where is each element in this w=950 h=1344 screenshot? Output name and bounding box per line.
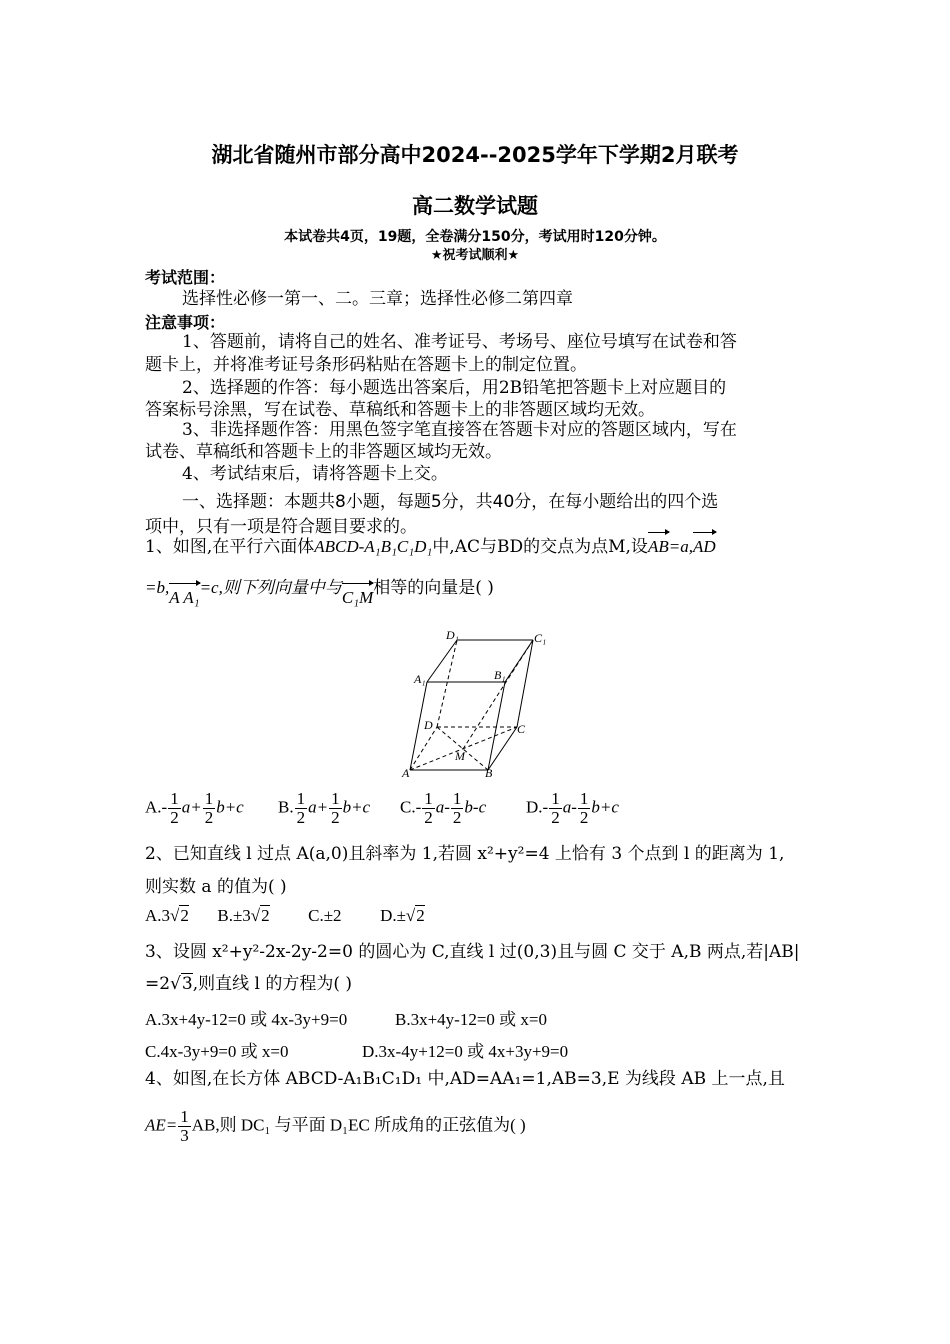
note-3-line-2: 试卷、草稿纸和答题卡上的非答题区域均无效。 <box>145 442 502 462</box>
note-1-line-1: 1、答题前，请将自己的姓名、准考证号、考场号、座位号填写在试卷和答 <box>182 332 737 352</box>
label-d: D <box>424 718 433 732</box>
frac-den: 2 <box>424 808 433 827</box>
question-4-line-1: 4、如图,在长方体 ABCD-A₁B₁C₁D₁ 中,AD=AA₁=1,AB=3,E 为线段 AB 上一点,且 <box>145 1069 785 1089</box>
q1-a-end: b+c <box>216 797 244 817</box>
q1-option-d <box>526 790 619 827</box>
note-2-line-2: 答案标号涂黑，写在试卷、草稿纸和答题卡上的非答题区域均无效。 <box>145 400 655 420</box>
note-2-line-1: 2、选择题的作答：每小题选出答案后，用2B铅笔把答题卡上对应题目的 <box>182 378 727 398</box>
q4-frac <box>178 1108 191 1145</box>
note-3-line-1: 3、非选择题作答：用黑色签字笔直接答在答题卡对应的答题区域内，写在 <box>182 420 737 440</box>
label-b1: B₁ <box>494 668 506 682</box>
q4-l2-post: AB,则 DC₁ 与平面 D₁EC 所成角的正弦值为( ) <box>191 1115 526 1135</box>
q1-a-pre: A.- <box>145 797 168 817</box>
q3-option-d: D.3x-4y+12=0 或 4x+3y+9=0 <box>362 1042 569 1061</box>
label-c: C <box>517 722 526 736</box>
q2-d-root: 2 <box>416 906 425 925</box>
q1-b-frac2 <box>329 790 342 827</box>
q3-option-a: A.3x+4y-12=0 或 4x-3y+9=0 <box>145 1010 348 1029</box>
q1-b-mid: a+ <box>308 797 329 817</box>
question-3-line-1: 3、设圆 x²+y²-2x-2y-2=0 的圆心为 C,直线 l 过(0,3)且与圆 C 交于 A,B 两点,若|AB| <box>145 942 800 962</box>
frac-den: 2 <box>331 808 340 827</box>
label-c1: C₁ <box>534 631 547 645</box>
q1-num: 1、如图,在平行六面体 <box>145 537 315 557</box>
q1-a-mid: a+ <box>181 797 202 817</box>
frac-den: 2 <box>170 808 179 827</box>
q3-option-c: C.4x-3y+9=0 或 x=0 <box>145 1042 289 1061</box>
frac-den: 2 <box>204 808 214 827</box>
q1-d-end: b+c <box>591 797 619 817</box>
q3-l2-post: ,则直线 l 的方程为( ) <box>192 974 353 994</box>
label-b: B <box>485 766 493 780</box>
q2-b-text: B.±3 <box>217 906 251 925</box>
q2-option-a: A.3√2 <box>145 906 189 925</box>
q1-eq-a: =a, <box>668 537 693 556</box>
q2-option-d: D.±√2 <box>380 906 425 925</box>
q2-option-c: C.±2 <box>308 906 342 925</box>
question-1-line-1 <box>145 535 716 559</box>
question-1-line-2 <box>145 576 494 607</box>
q1-option-c <box>400 790 486 827</box>
frac-num: 1 <box>296 789 306 808</box>
frac-num: 1 <box>204 789 214 808</box>
frac-num: 1 <box>331 789 340 808</box>
q1-c-frac1 <box>422 790 435 827</box>
frac-num: 1 <box>170 789 179 808</box>
q1-c-frac2 <box>451 790 464 827</box>
q1-a-frac1 <box>168 790 181 827</box>
frac-num: 1 <box>180 1107 189 1126</box>
label-d1: D₁ <box>446 628 459 642</box>
scope-text: 选择性必修一第一、二。三章；选择性必修二第四章 <box>182 289 573 309</box>
q1-option-b <box>278 790 370 827</box>
q1-d-pre: D.- <box>526 797 549 817</box>
q1-tail: 相等的向量是( ) <box>373 578 494 598</box>
frac-den: 2 <box>579 808 589 827</box>
question-3-line-2: =2√3,则直线 l 的方程为( ) <box>145 974 353 994</box>
q1-d-mid: a- <box>562 797 577 817</box>
exam-wish: ★祝考试顺利★ <box>430 248 520 263</box>
parallelepiped-figure <box>400 625 560 785</box>
q2-d-text: D.± <box>380 906 406 925</box>
q1-eq-b: =b, <box>145 578 170 597</box>
frac-den: 2 <box>452 808 462 827</box>
q1-b-pre: B. <box>278 797 294 817</box>
scope-label: 考试范围： <box>145 268 226 287</box>
question-2-line-1: 2、已知直线 l 过点 A(a,0)且斜率为 1,若圆 x²+y²=4 上恰有 3 个点到 l 的距离为 1, <box>145 844 785 864</box>
q1-c-pre: C.- <box>400 797 422 817</box>
notes-label: 注意事项： <box>145 313 226 332</box>
label-a: A <box>402 766 410 780</box>
frac-num: 1 <box>551 789 560 808</box>
q2-b-root: 2 <box>261 906 270 925</box>
exam-title: 湖北省随州市部分高中2024--2025学年下学期2月联考 <box>211 143 739 167</box>
label-a1: A₁ <box>414 672 426 686</box>
exam-subtitle: 高二数学试题 <box>412 194 538 218</box>
frac-den: 3 <box>180 1126 189 1145</box>
q3-root: 3 <box>181 974 193 994</box>
frac-num: 1 <box>424 789 433 808</box>
section-1-line-1: 一、选择题：本题共8小题，每题5分，共40分，在每小题给出的四个选 <box>182 492 719 512</box>
note-1-line-2: 题卡上，并将准考证号条形码粘贴在答题卡上的制定位置。 <box>145 355 587 375</box>
frac-num: 1 <box>579 789 589 808</box>
q1-mid: 中,AC与BD的交点为点M,设 <box>432 537 648 557</box>
q1-option-a <box>145 790 244 827</box>
q1-solid: ABCD-A₁B₁C₁D₁ <box>314 537 433 556</box>
q2-option-b: B.±3√2 <box>217 906 270 925</box>
q1-b-end: b+c <box>342 797 371 817</box>
q1-a-frac2 <box>203 790 216 827</box>
question-2-line-2: 则实数 a 的值为( ) <box>145 877 287 897</box>
frac-den: 2 <box>296 808 306 827</box>
q1-b-frac1 <box>295 790 308 827</box>
q1-c-end: b-c <box>464 797 487 817</box>
question-4-line-2 <box>145 1108 526 1145</box>
q3-option-b: B.3x+4y-12=0 或 x=0 <box>395 1010 548 1029</box>
note-4: 4、考试结束后，请将答题卡上交。 <box>182 464 448 484</box>
exam-info: 本试卷共4页，19题，全卷满分150分，考试用时120分钟。 <box>284 229 666 245</box>
q1-d-frac1 <box>549 790 562 827</box>
q1-eq-c: =c,则下列向量中与 <box>199 578 342 597</box>
q2-options <box>145 906 425 926</box>
frac-den: 2 <box>551 808 560 827</box>
q1-vec-ad: AD <box>693 535 716 559</box>
q2-a-root: 2 <box>180 906 189 925</box>
q4-l2-pre: AE= <box>145 1115 178 1135</box>
q1-vec-ab: AB <box>648 535 669 559</box>
q2-a-text: A.3 <box>145 906 171 925</box>
label-m: M <box>455 749 465 763</box>
q1-d-frac2 <box>578 790 591 827</box>
q1-c-mid: a- <box>435 797 450 817</box>
section-1-line-2: 项中，只有一项是符合题目要求的。 <box>145 517 417 537</box>
q3-l2-pre: =2 <box>145 974 171 994</box>
q1-vec-c1m: C₁M <box>342 586 373 610</box>
frac-num: 1 <box>452 789 462 808</box>
q1-vec-aa1: A A₁ <box>169 586 199 610</box>
